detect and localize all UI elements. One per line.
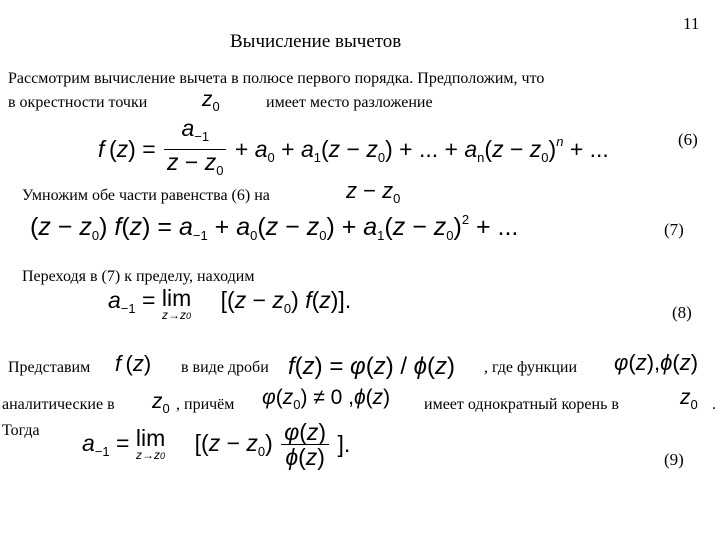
- math-z0-analytic: $z_0$: [152, 390, 170, 416]
- represent-text-b: в виде дроби: [181, 359, 269, 376]
- lim-operator: lim z→z0: [161, 285, 192, 322]
- math-z0-root: $z_0$: [680, 386, 698, 412]
- slide-title: Вычисление вычетов: [230, 31, 402, 52]
- equation-8-number: (8): [672, 303, 692, 322]
- fraction-a-1-over-z-z0: $\frac{a_{-1}}{z - z_0}$: [164, 116, 226, 183]
- analytic-text-c: имеет однократный корень в: [424, 396, 619, 413]
- math-z0-point: $z_0$: [202, 88, 220, 114]
- multiply-text: Умножим обе части равенства (6) на: [22, 187, 270, 204]
- page-number: 11: [683, 14, 700, 33]
- represent-text-a: Представим: [8, 359, 91, 376]
- equation-6-number: (6): [678, 130, 698, 149]
- equation-6: f (z) = $\frac{a_{-1}}{z - z_0}$ + $a_0 + a_1(z - z_0)$ + ... + $a_n(z - z_0)^n$ + ...: [98, 116, 609, 183]
- equation-8: $a_{-1}$ = lim z→z0 [$(z - z_0)$ f(z)].: [108, 285, 352, 322]
- analytic-text-d: .: [712, 396, 716, 413]
- equation-9-number: (9): [664, 450, 684, 469]
- math-fraction-phi-over-phi: f(z) = φ(z) / ϕ(z): [288, 353, 456, 380]
- math-f-of-z: f (z): [115, 351, 152, 376]
- equation-9: $a_{-1}$ = lim z→z0 [$(z - z_0)$ $\frac{\varphi(z)}{\phi(z)}$ ].: [82, 419, 351, 470]
- math-phi-functions: φ(z),ϕ(z): [614, 350, 699, 375]
- analytic-text-a: аналитические в: [2, 396, 115, 413]
- limit-text: Переходя в (7) к пределу, находим: [22, 268, 255, 285]
- represent-text-c: , где функции: [484, 359, 577, 376]
- equation-7: $(z - z_0)$ $f(z) = a_{-1} + a_0(z - z_0) + a_1(z - z_0)^2$ + ...: [30, 212, 519, 243]
- then-text: Тогда: [2, 422, 40, 439]
- math-z-minus-z0: $z - z_0$: [346, 178, 401, 206]
- equation-7-number: (7): [664, 220, 684, 239]
- math-phi-z0-nonzero: $\varphi(z_0) \ne 0$ ,ϕ(z): [262, 386, 391, 412]
- intro-line-2b: имеет место разложение: [266, 94, 433, 111]
- analytic-text-b: , причём: [176, 396, 235, 413]
- fraction-phi-over-phi: $\frac{\varphi(z)}{\phi(z)}$: [281, 420, 329, 469]
- intro-line-2a: в окрестности точки: [8, 94, 148, 111]
- lim-operator-9: lim z→z0: [135, 425, 166, 462]
- intro-line-1: Рассмотрим вычисление вычета в полюсе первого порядка. Предположим, что: [8, 70, 545, 87]
